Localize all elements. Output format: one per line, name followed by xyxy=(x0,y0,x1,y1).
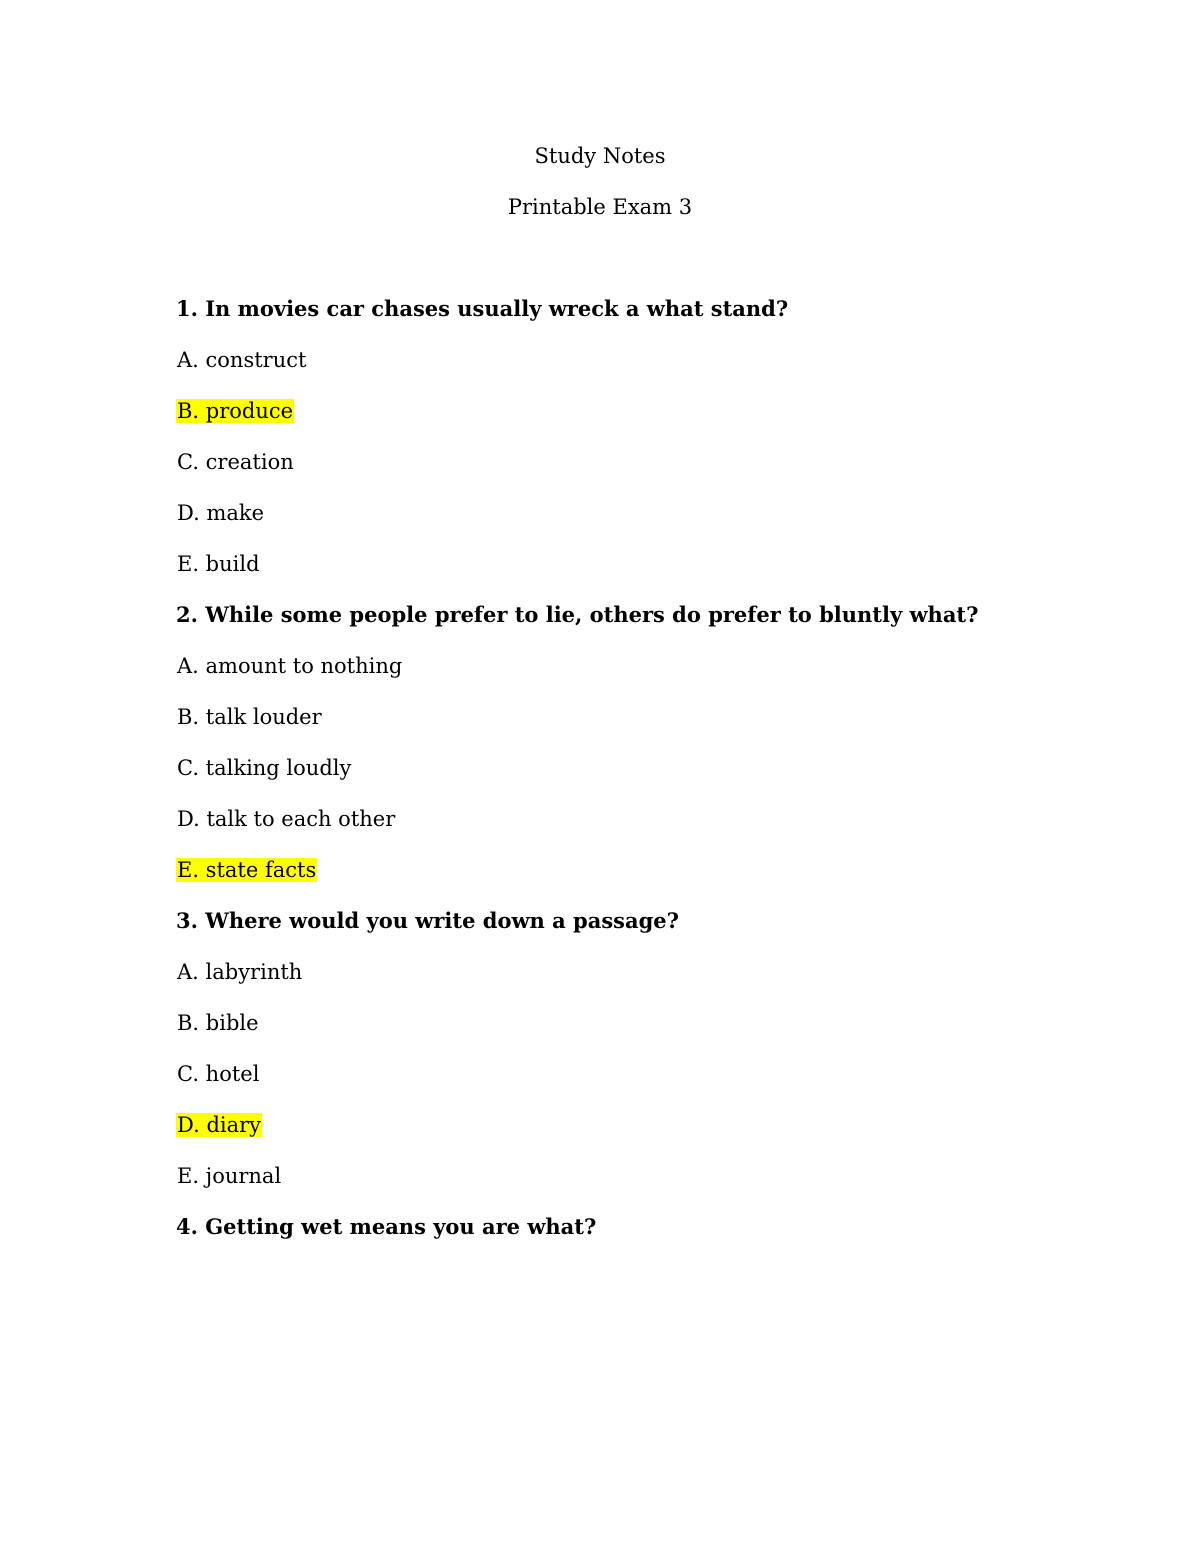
option-label: C. talking loudly xyxy=(177,756,352,780)
option-label: B. bible xyxy=(177,1011,259,1035)
option-c xyxy=(176,755,1076,781)
option-a xyxy=(176,959,1076,985)
option-label: C. creation xyxy=(177,450,294,474)
option-b xyxy=(176,704,1076,730)
option-label: D. talk to each other xyxy=(177,807,396,831)
option-label: D. make xyxy=(177,501,265,525)
option-e xyxy=(176,1163,1076,1189)
document-title: Study Notes xyxy=(534,144,666,168)
option-label: A. labyrinth xyxy=(177,960,303,984)
question-text: 4. Getting wet means you are what? xyxy=(176,1214,597,1239)
option-label: E. state facts xyxy=(177,858,317,882)
option-label: B. produce xyxy=(177,399,294,423)
option-d xyxy=(176,806,1076,832)
option-c xyxy=(176,1061,1076,1087)
option-c xyxy=(176,449,1076,475)
option-a xyxy=(176,347,1076,373)
option-label: E. journal xyxy=(177,1164,282,1188)
question-list xyxy=(176,296,1076,1265)
question-1 xyxy=(176,296,1076,577)
option-label: C. hotel xyxy=(177,1062,260,1086)
option-d xyxy=(176,500,1076,526)
question-text: 1. In movies car chases usually wreck a what stand? xyxy=(176,296,789,321)
document-subtitle: Printable Exam 3 xyxy=(507,195,693,219)
option-b xyxy=(176,398,1076,424)
question-2 xyxy=(176,602,1076,883)
question-text: 3. Where would you write down a passage? xyxy=(176,908,679,933)
option-e xyxy=(176,551,1076,577)
question-4 xyxy=(176,1214,1076,1240)
option-label: B. talk louder xyxy=(177,705,322,729)
question-text: 2. While some people prefer to lie, others do prefer to bluntly what? xyxy=(176,602,979,627)
option-d xyxy=(176,1112,1076,1138)
option-label: D. diary xyxy=(177,1113,262,1137)
question-3 xyxy=(176,908,1076,1189)
option-e xyxy=(176,857,1076,883)
option-label: A. amount to nothing xyxy=(177,654,403,678)
option-label: A. construct xyxy=(177,348,307,372)
option-label: E. build xyxy=(177,552,260,576)
option-b xyxy=(176,1010,1076,1036)
option-a xyxy=(176,653,1076,679)
